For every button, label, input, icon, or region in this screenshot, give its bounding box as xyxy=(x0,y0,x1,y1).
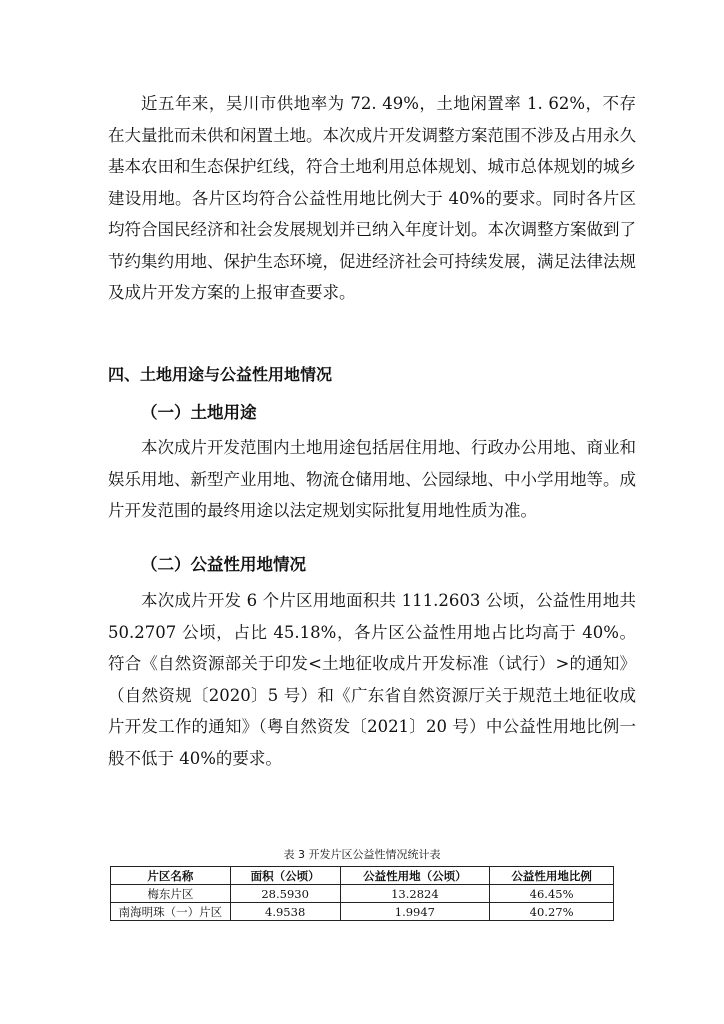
cell-public-ratio: 40.27% xyxy=(490,903,614,921)
cell-public-ratio: 46.45% xyxy=(490,885,614,903)
header-public-ratio: 公益性用地比例 xyxy=(490,867,614,885)
cell-area: 28.5930 xyxy=(230,885,340,903)
subheading-public-land: （二）公益性用地情况 xyxy=(141,555,306,574)
subheading-land-use: （一）土地用途 xyxy=(141,403,257,422)
paragraph-land-use: 本次成片开发范围内土地用途包括居住用地、行政办公用地、商业和娱乐用地、新型产业用地、物流仓储用地、公园绿地、中小学用地等。成片开发范围的最终用途以法定规划实际批复用地性质为准。 xyxy=(108,438,636,520)
table-caption: 表 3 开发片区公益性情况统计表 xyxy=(283,848,441,861)
cell-zone-name: 南海明珠（一）片区 xyxy=(111,903,231,921)
table-row xyxy=(111,885,614,903)
cell-public-land: 1.9947 xyxy=(340,903,490,921)
header-area: 面积（公顷） xyxy=(230,867,340,885)
cell-public-land: 13.2824 xyxy=(340,885,490,903)
header-public-land: 公益性用地（公顷） xyxy=(340,867,490,885)
section-heading-land-use: 四、土地用途与公益性用地情况 xyxy=(108,365,333,384)
table-header-row xyxy=(111,867,614,885)
cell-zone-name: 梅东片区 xyxy=(111,885,231,903)
table-row xyxy=(111,903,614,921)
paragraph-public-land: 本次成片开发 6 个片区用地面积共 111.2603 公顷，公益性用地共 50.2707 公顷，占比 45.18%，各片区公益性用地占比均高于 40%。符合《自然资源部关于印发<土地征收成片开发标准（试行）>的通知》（自然资规〔2020〕5 号）和《广东省自然资源厅关于规范土地征收成片开发工作的通知》（粤自然资发〔2021〕20 号）中公益性用地比例一般不低于 40%的要求。 xyxy=(108,591,636,768)
cell-area: 4.9538 xyxy=(230,903,340,921)
public-land-stats-table xyxy=(110,866,614,921)
paragraph-land-supply: 近五年来，吴川市供地率为 72. 49%，土地闲置率 1. 62%，不存在大量批而未供和闲置土地。本次成片开发调整方案范围不涉及占用永久基本农田和生态保护红线，符合土地利用总体规划、城市总体规划的城乡建设用地。各片区均符合公益性用地比例大于 40%的要求。同时各片区均符合国民经济和社会发展规划并已纳入年度计划。本次调整方案做到了节约集约用地、保护生态环境，促进经济社会可持续发展，满足法律法规及成片开发方案的上报审查要求。 xyxy=(108,94,636,302)
header-zone-name: 片区名称 xyxy=(111,867,231,885)
